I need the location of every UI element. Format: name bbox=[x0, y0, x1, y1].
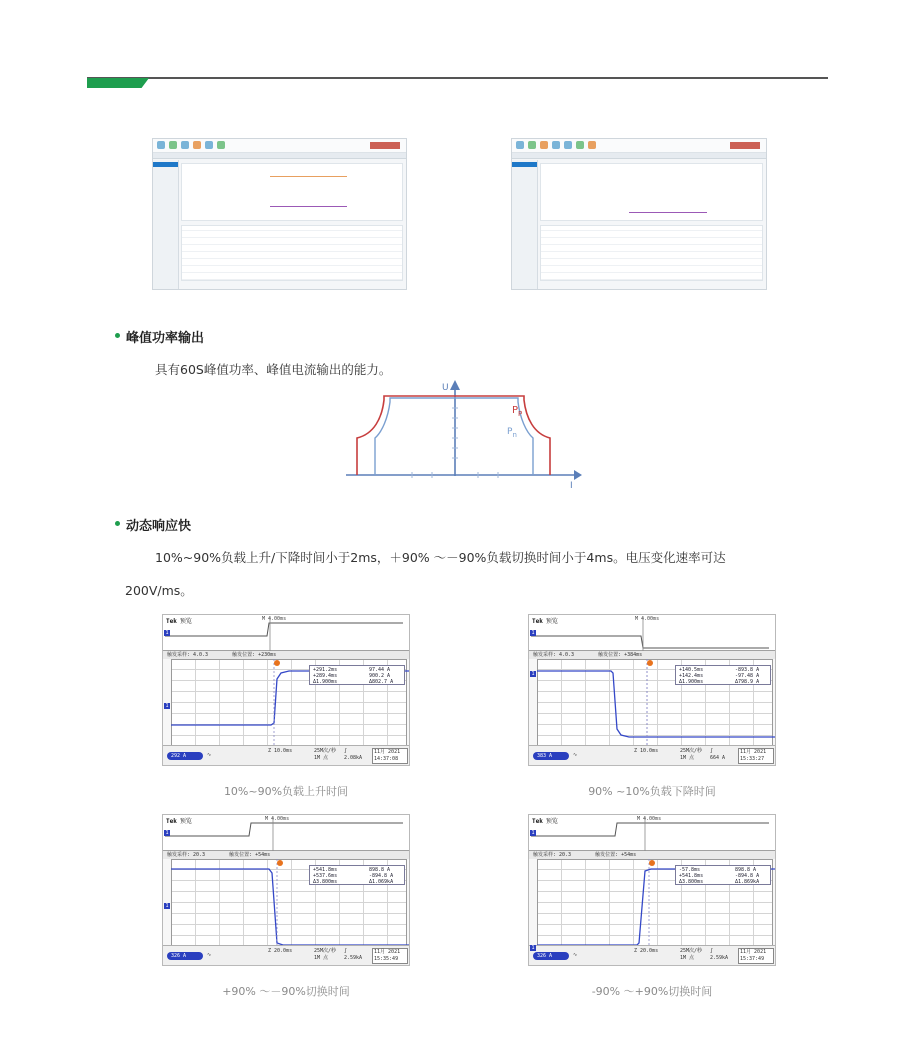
toolbar-icon bbox=[564, 141, 572, 149]
slope-icon: ∿ bbox=[573, 952, 578, 958]
timebase: Z 10.0ms bbox=[634, 748, 659, 754]
brand-logo bbox=[730, 142, 760, 149]
sample-rate: 25M次/秒 1M 点 bbox=[314, 748, 337, 761]
scope-infobar: 触发采样: 20.3 触发位置: +54ms bbox=[163, 851, 409, 859]
channel-1-marker: 1 bbox=[165, 703, 169, 709]
toolbar-icon bbox=[588, 141, 596, 149]
slope-icon: ∿ bbox=[573, 752, 578, 758]
label-pn: $P_n$ bbox=[507, 427, 517, 439]
scope-infobar: 触发采样: 4.0.3 触发位置: +230ms bbox=[163, 651, 409, 659]
toolbar-icon bbox=[576, 141, 584, 149]
logo-watermark bbox=[739, 73, 801, 130]
scope-brand: Tek 预览 bbox=[532, 618, 558, 625]
section-text-dynamic-1: 10%~90%负载上升/下降时间小于2ms，＋90% ～－90%负载切换时间小于4ms。电压变化速率可达 bbox=[155, 550, 726, 565]
trigger-marker bbox=[274, 660, 280, 666]
software-table bbox=[181, 225, 403, 281]
sample-rate: 25M次/秒 1M 点 bbox=[680, 748, 703, 761]
scope-caption: +90% ～－90%切换时间 bbox=[222, 985, 350, 998]
channel-scale: 292 A bbox=[167, 752, 203, 760]
toolbar-icon bbox=[552, 141, 560, 149]
date-time: 11月 2021 15:37:49 bbox=[738, 948, 774, 964]
software-plot bbox=[181, 163, 403, 221]
slope-icon: ∿ bbox=[207, 752, 212, 758]
scope-caption: 10%~90%负载上升时间 bbox=[223, 785, 349, 798]
scope-m-time: M 4.00ms bbox=[265, 816, 290, 822]
label-pp: $P_P$ bbox=[512, 405, 523, 418]
header-accent-bar bbox=[87, 78, 149, 88]
section-bullet bbox=[115, 521, 120, 526]
scope-brand: Tek 预览 bbox=[532, 818, 558, 825]
software-table bbox=[540, 225, 763, 281]
channel-1-marker: 1 bbox=[531, 630, 535, 636]
toolbar-icon bbox=[540, 141, 548, 149]
overview-waveform bbox=[165, 623, 403, 636]
date-time: 11月 2021 15:35:49 bbox=[372, 948, 408, 964]
date-time: 11月 2021 15:33:27 bbox=[738, 748, 774, 764]
sample-rate: 25M次/秒 1M 点 bbox=[314, 948, 337, 961]
scope-status-bar bbox=[529, 945, 775, 965]
trigger-level: ʃ 664 A bbox=[710, 748, 726, 761]
overview-waveform bbox=[531, 823, 769, 836]
toolbar-icon bbox=[516, 141, 524, 149]
trigger-marker bbox=[277, 860, 283, 866]
cursor-readout: -57.8ms 898.8 A +541.8ms -894.8 A Δ3.800ms Δ1.869kA bbox=[675, 865, 771, 885]
software-screenshot-right bbox=[511, 138, 767, 290]
axis-label-i: I bbox=[570, 481, 573, 488]
date-time: 11月 2021 14:37:08 bbox=[372, 748, 408, 764]
software-toolbar bbox=[512, 139, 766, 153]
overview-waveform bbox=[165, 823, 403, 836]
scope-caption: -90% ～+90%切换时间 bbox=[591, 985, 713, 998]
timebase: Z 20.0ms bbox=[268, 948, 293, 954]
scope-m-time: M 4.00ms bbox=[635, 616, 660, 622]
channel-1-marker: 1 bbox=[531, 671, 535, 677]
software-tabs bbox=[512, 153, 766, 159]
channel-scale: 383 A bbox=[533, 752, 569, 760]
toolbar-icon bbox=[169, 141, 177, 149]
scope-infobar: 触发采样: 4.0.3 触发位置: +384ms bbox=[529, 651, 775, 659]
scope-brand: Tek 预览 bbox=[166, 818, 192, 825]
oscilloscope-capture bbox=[162, 814, 410, 966]
scope-m-time: M 4.00ms bbox=[262, 616, 287, 622]
software-sidebar bbox=[153, 160, 179, 289]
scope-caption: 90% ~10%负载下降时间 bbox=[588, 785, 716, 798]
toolbar-icon bbox=[528, 141, 536, 149]
toolbar-icon bbox=[205, 141, 213, 149]
scope-infobar: 触发采样: 20.3 触发位置: +54ms bbox=[529, 851, 775, 859]
channel-1-marker: 1 bbox=[165, 830, 169, 836]
header-rule bbox=[87, 77, 828, 79]
toolbar-icon bbox=[157, 141, 165, 149]
channel-1-marker: 1 bbox=[531, 830, 535, 836]
software-screenshot-left bbox=[152, 138, 407, 290]
scope-status-bar bbox=[163, 745, 409, 765]
channel-scale: 326 A bbox=[167, 952, 203, 960]
section-heading-dynamic: 动态响应快 bbox=[126, 519, 192, 534]
channel-1-marker: 1 bbox=[165, 903, 169, 909]
section-text-dynamic-2: 200V/ms。 bbox=[125, 583, 193, 598]
scope-brand: Tek 预览 bbox=[166, 618, 192, 625]
software-plot bbox=[540, 163, 763, 221]
channel-1-marker: 1 bbox=[531, 945, 535, 951]
axis-label-u: U bbox=[442, 383, 449, 393]
toolbar-icon bbox=[217, 141, 225, 149]
oscilloscope-capture bbox=[528, 814, 776, 966]
trigger-marker bbox=[649, 860, 655, 866]
sample-rate: 25M次/秒 1M 点 bbox=[680, 948, 703, 961]
scope-overview-trace bbox=[163, 615, 410, 651]
oscilloscope-capture bbox=[162, 614, 410, 766]
cursor-readout: +541.8ms 898.8 A +537.6ms -894.8 A Δ3.800ms Δ1.069kA bbox=[309, 865, 405, 885]
slope-icon: ∿ bbox=[207, 952, 212, 958]
timebase: Z 20.0ms bbox=[634, 948, 659, 954]
channel-1-marker: 1 bbox=[165, 630, 169, 636]
software-sidebar bbox=[512, 160, 538, 289]
software-tabs bbox=[153, 153, 406, 159]
section-text-peak: 具有60S峰值功率、峰值电流输出的能力。 bbox=[155, 362, 392, 377]
scope-m-time: M 4.00ms bbox=[637, 816, 662, 822]
trigger-marker bbox=[647, 660, 653, 666]
section-bullet bbox=[115, 333, 120, 338]
oscilloscope-capture bbox=[528, 614, 776, 766]
trigger-level: ʃ 2.59kA bbox=[344, 948, 363, 961]
software-toolbar bbox=[153, 139, 406, 153]
toolbar-icon bbox=[181, 141, 189, 149]
timebase: Z 10.0ms bbox=[268, 748, 293, 754]
trigger-level: ʃ 2.59kA bbox=[710, 948, 729, 961]
brand-logo bbox=[370, 142, 400, 149]
section-heading-peak: 峰值功率输出 bbox=[126, 331, 205, 346]
cursor-readout: +140.5ms -893.8 A +142.4ms -97.48 A Δ1.900ms Δ798.9 A bbox=[675, 665, 771, 685]
scope-status-bar bbox=[163, 945, 409, 965]
scope-status-bar bbox=[529, 745, 775, 765]
channel-scale: 326 A bbox=[533, 952, 569, 960]
toolbar-icon bbox=[193, 141, 201, 149]
cursor-readout: +291.2ms 97.44 A +289.4ms 900.2 A Δ1.900ms Δ802.7 A bbox=[309, 665, 405, 685]
peak-power-diagram bbox=[342, 378, 582, 488]
trigger-level: ʃ 2.08kA bbox=[344, 748, 363, 761]
overview-waveform bbox=[531, 636, 769, 648]
